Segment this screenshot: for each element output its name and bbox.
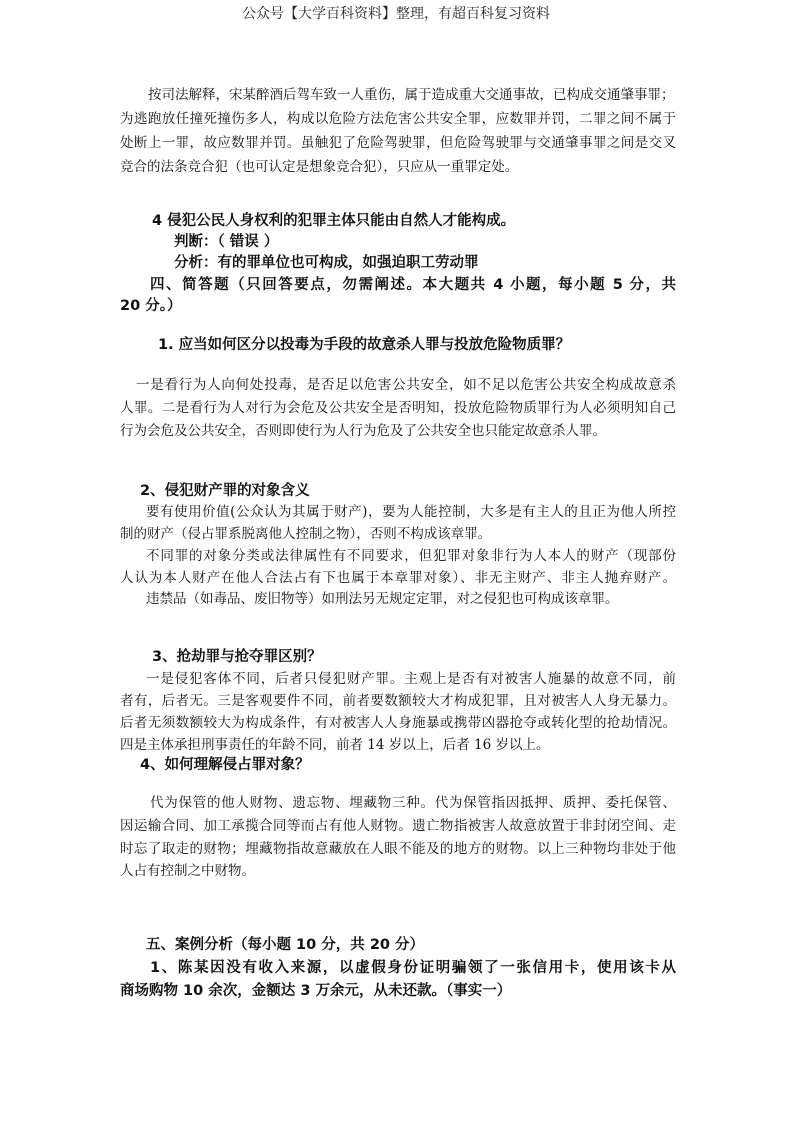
paragraph-line: 制的财产（侵占罪系脱离他人控制之物），否则不构成该章罪。 xyxy=(120,526,492,542)
paragraph-line: 人罪。二是看行为人对行为会危及公共安全是否明知，投放危险物质罪行为人必须明知自己 xyxy=(120,400,676,416)
section-heading-cont: 20 分。） xyxy=(120,298,182,314)
paragraph-line: 因运输合同、加工承揽合同等而占有他人财物。遗亡物指被害人故意放置于非封闭空间、走 xyxy=(120,818,676,834)
page-header: 公众号【大学百科资料】整理，有超百科复习资料 xyxy=(242,6,550,22)
paragraph-line: 为逃跑放任撞死撞伤多人，构成以危险方法危害公共安全罪，应数罪并罚，二罪之间不属于 xyxy=(120,111,676,127)
paragraph-line: 代为保管的他人财物、遗忘物、埋藏物三种。代为保管指因抵押、质押、委托保管、 xyxy=(150,795,676,811)
case-line: 1、陈某因没有收入来源，以虚假身份证明骗领了一张信用卡，使用该卡从 xyxy=(150,960,676,976)
paragraph-line: 不同罪的对象分类或法律属性有不同要求，但犯罪对象非行为人本人的财产（现部份 xyxy=(146,548,676,564)
subquestion-title: 1. 应当如何区分以投毒为手段的故意杀人罪与投放危险物质罪？ xyxy=(158,337,571,353)
question-statement: 4 侵犯公民人身权利的犯罪主体只能由自然人才能构成。 xyxy=(152,213,516,229)
paragraph-line: 一是看行为人向何处投毒，是否足以危害公共安全，如不足以危害公共安全构成故意杀 xyxy=(136,377,676,393)
subquestion-title: 3、抢劫罪与抢夺罪区别？ xyxy=(152,649,322,665)
subquestion-title: 4、如何理解侵占罪对象？ xyxy=(140,757,310,773)
paragraph-line: 竞合的法条竞合犯（也可认定是想象竞合犯），只应从一重罪定处。 xyxy=(120,159,519,175)
paragraph-line: 要有使用价值(公众认为其属于财产)，要为人能控制，大多是有主人的且正为他人所控 xyxy=(146,504,676,520)
section-heading: 五、案例分析（每小题 10 分，共 20 分） xyxy=(146,937,425,953)
paragraph-line: 人占有控制之中财物。 xyxy=(120,863,255,879)
paragraph-line: 后者无须数额较大为构成条件，有对被害人人身施暴或携带凶器抢夺或转化型的抢劫情况。 xyxy=(120,715,676,731)
paragraph-line: 四是主体承担刑事责任的年龄不同，前者 14 岁以上，后者 16 岁以上。 xyxy=(120,737,550,753)
subquestion-title: 2、侵犯财产罪的对象含义 xyxy=(140,483,310,499)
paragraph-line: 处断上一罪，故应数罪并罚。虽触犯了危险驾驶罪，但危险驾驶罪与交通肇事罪之间是交叉 xyxy=(120,135,676,151)
paragraph-line: 人认为本人财产在他人合法占有下也属于本章罪对象）、非无主财产、非主人抛弃财产。 xyxy=(120,570,676,586)
paragraph-line: 者有，后者无。三是客观要件不同，前者要数额较大才构成犯罪，且对被害人人身无暴力。 xyxy=(120,693,676,709)
paragraph-line: 行为会危及公共安全，否则即使行为人行为危及了公共安全也只能定故意杀人罪。 xyxy=(120,423,606,439)
question-judgement: 判断：（ 错误 ） xyxy=(174,234,279,250)
paragraph-line: 按司法解释，宋某醉酒后驾车致一人重伤，属于造成重大交通事故，已构成交通肇事罪； xyxy=(148,87,675,103)
paragraph-line: 违禁品（如毒品、废旧物等）如刑法另无规定定罪，对之侵犯也可构成该章罪。 xyxy=(146,591,619,607)
paragraph-line: 一是侵犯客体不同，后者只侵犯财产罪。主观上是否有对被害人施暴的故意不同，前 xyxy=(146,671,676,687)
question-analysis: 分析：有的罪单位也可构成，如强迫职工劳动罪 xyxy=(174,255,479,271)
paragraph-line: 时忘了取走的财物；埋藏物指故意藏放在人眼不能及的地方的财物。以上三种物均非处于他 xyxy=(120,841,676,857)
section-heading: 四、简答题（只回答要点，勿需阐述。本大题共 4 小题，每小题 5 分，共 xyxy=(150,277,676,293)
case-line: 商场购物 10 余次，金额达 3 万余元，从未还款。（事实一） xyxy=(120,983,512,999)
